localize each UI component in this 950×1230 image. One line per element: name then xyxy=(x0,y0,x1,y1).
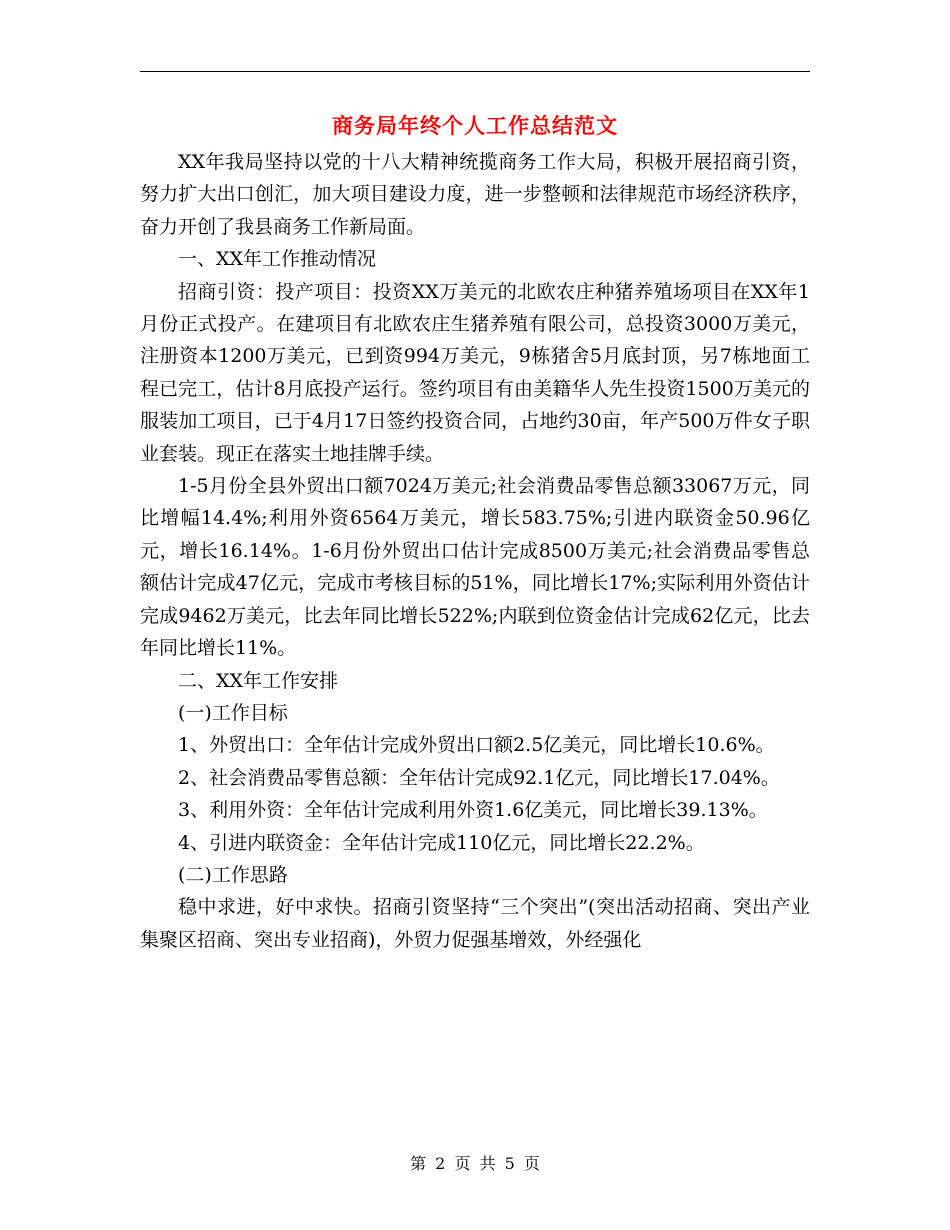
paragraph-approach: 稳中求进，好中求快。招商引资坚持“三个突出”(突出活动招商、突出产业集聚区招商、突出专业招商)，外贸力促强基增效，外经强化 xyxy=(140,896,810,951)
page-number: 第 2 页 共 5 页 xyxy=(410,1154,540,1173)
header-rule xyxy=(140,71,810,72)
goal-item-1: 1、外贸出口：全年估计完成外贸出口额2.5亿美元，同比增长10.6%。 xyxy=(178,734,775,757)
document-title: 商务局年终个人工作总结范文 xyxy=(332,114,618,138)
paragraph-statistics: 1-5月份全县外贸出口额7024万美元;社会消费品零售总额33067万元，同比增幅14.4%;利用外资6564万美元，增长583.75%;引进内联资金50.96亿元，增长16.14%。1-6月份外贸出口估计完成8500万美元;社会消费品零售总额估计完成47亿元，完成市考核目标的51%，同比增长17%;实际利用外资估计完成9462万美元，比去年同比增长522%;内联到位资金估计完成62亿元，比去年同比增长11%。 xyxy=(140,475,810,660)
subsection-heading-approach: (二)工作思路 xyxy=(178,863,288,886)
subsection-heading-goals: (一)工作目标 xyxy=(178,701,288,724)
goal-item-2: 2、社会消费品零售总额：全年估计完成92.1亿元，同比增长17.04%。 xyxy=(178,766,780,789)
paragraph-investment: 招商引资：投产项目：投资XX万美元的北欧农庄种猪养殖场项目在XX年1月份正式投产。在建项目有北欧农庄生猪养殖有限公司，总投资3000万美元，注册资本1200万美元，已到资994万美元，9栋猪舍5月底封顶，另7栋地面工程已完工，估计8月底投产运行。签约项目有由美籍华人先生投资1500万美元的服装加工项目，已于4月17日签约投资合同，占地约30亩，年产500万件女子职业套装。现正在落实土地挂牌手续。 xyxy=(140,280,810,465)
section-heading-1: 一、XX年工作推动情况 xyxy=(178,248,377,271)
goal-item-3: 3、利用外资：全年估计完成利用外资1.6亿美元，同比增长39.13%。 xyxy=(178,799,768,822)
goal-item-4: 4、引进内联资金：全年估计完成110亿元，同比增长22.2%。 xyxy=(178,831,705,854)
section-heading-2: 二、XX年工作安排 xyxy=(178,669,339,692)
paragraph-intro: XX年我局坚持以党的十八大精神统揽商务工作大局，积极开展招商引资，努力扩大出口创汇，加大项目建设力度，进一步整顿和法律规范市场经济秩序，奋力开创了我县商务工作新局面。 xyxy=(140,151,810,238)
document-body xyxy=(140,146,810,956)
